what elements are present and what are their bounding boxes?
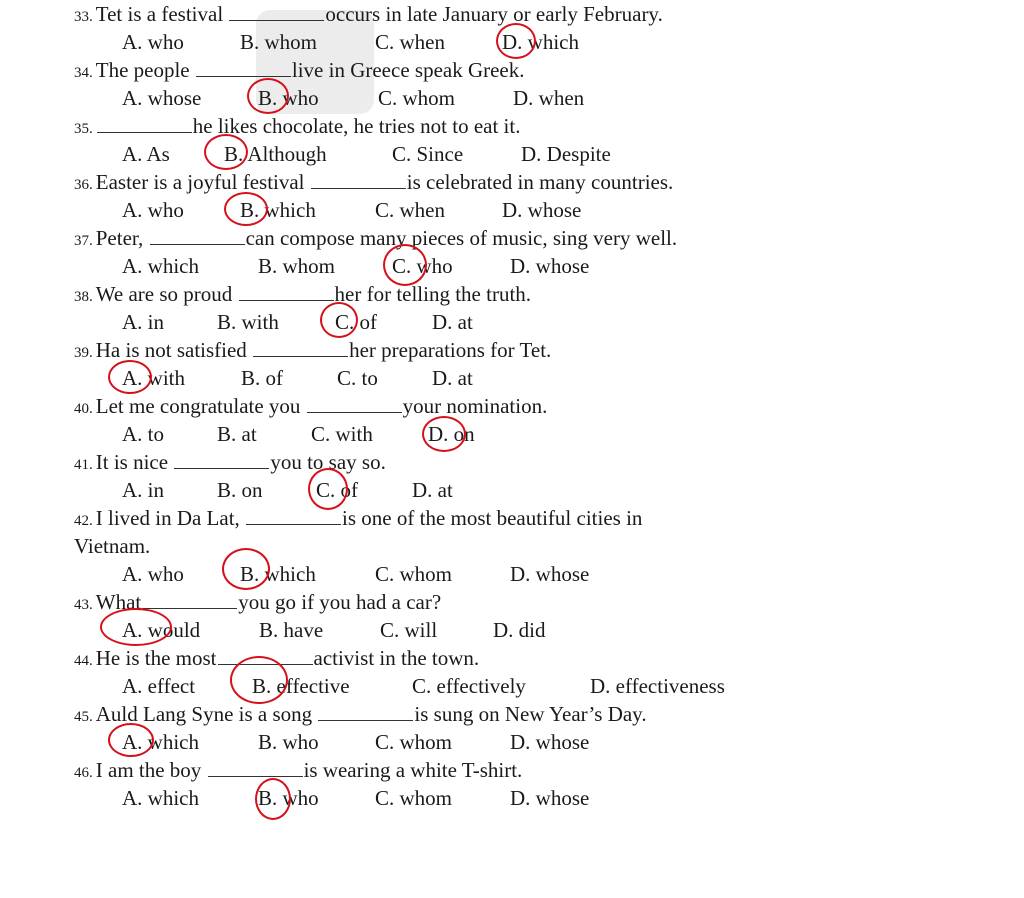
question-number: 42. xyxy=(74,513,93,529)
question-stem-end: can compose many pieces of music, sing very well. xyxy=(245,226,678,250)
question-38 xyxy=(74,282,531,309)
question-stem-start: The people xyxy=(95,58,190,82)
option-a: A. in xyxy=(122,310,164,334)
question-number: 45. xyxy=(74,709,93,725)
answer-blank xyxy=(318,704,413,721)
question-number: 37. xyxy=(74,233,93,249)
option-a: A. which xyxy=(122,730,199,754)
option-d: D. whose xyxy=(510,254,590,278)
option-c: C. will xyxy=(380,618,438,642)
answer-blank xyxy=(229,4,324,21)
question-number: 34. xyxy=(74,65,93,81)
answer-blank xyxy=(208,760,303,777)
question-number: 38. xyxy=(74,289,93,305)
answer-blank xyxy=(174,452,269,469)
option-a: A. with xyxy=(122,366,185,390)
question-number: 36. xyxy=(74,177,93,193)
question-33 xyxy=(74,2,663,29)
question-stem-start: He is the most xyxy=(95,646,217,670)
question-39 xyxy=(74,338,551,365)
question-stem-start: I am the boy xyxy=(95,758,202,782)
question-stem-start: Tet is a festival xyxy=(95,2,224,26)
option-a: A. whose xyxy=(122,86,202,110)
question-number: 46. xyxy=(74,765,93,781)
question-stem-end: you to say so. xyxy=(270,450,386,474)
option-d: D. at xyxy=(412,478,453,502)
question-36 xyxy=(74,170,673,197)
question-stem-end: occurs in late January or early February. xyxy=(325,2,663,26)
option-a: A. would xyxy=(122,618,201,642)
question-stem-end: he likes chocolate, he tries not to eat it. xyxy=(192,114,521,138)
option-c: C. when xyxy=(375,30,445,54)
answer-blank xyxy=(150,228,245,245)
option-a: A. to xyxy=(122,422,164,446)
option-c: C. with xyxy=(311,422,373,446)
question-40 xyxy=(74,394,547,421)
answer-blank xyxy=(142,592,237,609)
question-number: 33. xyxy=(74,9,93,25)
option-c: C. of xyxy=(316,478,358,502)
question-number: 44. xyxy=(74,653,93,669)
question-34 xyxy=(74,58,525,85)
option-a: A. As xyxy=(122,142,170,166)
option-c: C. whom xyxy=(375,562,453,586)
option-b: B. which xyxy=(240,198,316,222)
option-b: B. of xyxy=(241,366,283,390)
option-a: A. who xyxy=(122,198,184,222)
option-b: B. who xyxy=(258,730,319,754)
question-stem-end: her for telling the truth. xyxy=(334,282,532,306)
option-a: A. in xyxy=(122,478,164,502)
option-b: B. who xyxy=(258,786,319,810)
question-45 xyxy=(74,702,647,729)
option-d: D. effectiveness xyxy=(590,674,725,698)
question-stem-end: is wearing a white T-shirt. xyxy=(303,758,523,782)
question-stem-start: We are so proud xyxy=(95,282,233,306)
question-46 xyxy=(74,758,522,785)
question-stem-end: live in Greece speak Greek. xyxy=(291,58,525,82)
question-stem-end: is one of the most beautiful cities in xyxy=(342,506,643,530)
option-c: C. when xyxy=(375,198,445,222)
question-stem-end: her preparations for Tet. xyxy=(349,338,552,362)
question-37 xyxy=(74,226,677,253)
answer-blank xyxy=(239,284,334,301)
answer-blank xyxy=(246,508,341,525)
question-stem-start: Peter, xyxy=(95,226,144,250)
option-d: D. which xyxy=(502,30,579,54)
question-number: 41. xyxy=(74,457,93,473)
option-a: A. who xyxy=(122,562,184,586)
question-42 xyxy=(74,506,642,533)
option-d: D. when xyxy=(513,86,585,110)
question-number: 35. xyxy=(74,121,93,137)
question-stem-end: activist in the town. xyxy=(313,646,480,670)
option-a: A. which xyxy=(122,254,199,278)
question-stem-start: I lived in Da Lat, xyxy=(95,506,240,530)
option-a: A. effect xyxy=(122,674,196,698)
question-number: 43. xyxy=(74,597,93,613)
option-d: D. at xyxy=(432,310,473,334)
option-b: B. at xyxy=(217,422,257,446)
question-stem-start: Ha is not satisfied xyxy=(95,338,247,362)
option-b: B. on xyxy=(217,478,263,502)
question-stem-start: Auld Lang Syne is a song xyxy=(95,702,313,726)
question-stem-start: Easter is a joyful festival xyxy=(95,170,305,194)
option-c: C. effectively xyxy=(412,674,526,698)
option-d: D. Despite xyxy=(521,142,611,166)
option-b: B. which xyxy=(240,562,316,586)
option-a: A. which xyxy=(122,786,199,810)
option-c: C. whom xyxy=(378,86,456,110)
option-b: B. Although xyxy=(224,142,327,166)
question-41 xyxy=(74,450,386,477)
option-c: C. Since xyxy=(392,142,464,166)
option-b: B. who xyxy=(258,86,319,110)
option-b: B. whom xyxy=(258,254,336,278)
question-stem-start: Let me congratulate you xyxy=(95,394,301,418)
question-stem-end: is sung on New Year’s Day. xyxy=(414,702,647,726)
question-number: 39. xyxy=(74,345,93,361)
question-stem-end: you go if you had a car? xyxy=(238,590,442,614)
option-d: D. at xyxy=(432,366,473,390)
answer-blank xyxy=(253,340,348,357)
question-stem-start: It is nice xyxy=(95,450,169,474)
answer-blank xyxy=(196,60,291,77)
option-b: B. whom xyxy=(240,30,318,54)
question-stem-end: is celebrated in many countries. xyxy=(406,170,674,194)
option-b: B. with xyxy=(217,310,279,334)
option-d: D. whose xyxy=(510,562,590,586)
answer-blank xyxy=(97,116,192,133)
answer-blank xyxy=(311,172,406,189)
question-44 xyxy=(74,646,479,673)
answer-blank xyxy=(218,648,313,665)
option-d: D. whose xyxy=(510,730,590,754)
option-d: D. on xyxy=(428,422,475,446)
option-c: C. who xyxy=(392,254,453,278)
option-c: C. whom xyxy=(375,786,453,810)
option-c: C. of xyxy=(335,310,377,334)
option-c: C. to xyxy=(337,366,378,390)
question-35 xyxy=(74,114,520,141)
option-d: D. whose xyxy=(510,786,590,810)
question-number: 40. xyxy=(74,401,93,417)
option-b: B. effective xyxy=(252,674,350,698)
question-continuation: Vietnam. xyxy=(74,534,151,558)
option-c: C. whom xyxy=(375,730,453,754)
answer-blank xyxy=(307,396,402,413)
option-b: B. have xyxy=(259,618,324,642)
option-d: D. whose xyxy=(502,198,582,222)
question-stem-end: your nomination. xyxy=(402,394,548,418)
option-a: A. who xyxy=(122,30,184,54)
question-43 xyxy=(74,590,441,617)
option-d: D. did xyxy=(493,618,546,642)
question-stem-start: What xyxy=(95,590,142,614)
